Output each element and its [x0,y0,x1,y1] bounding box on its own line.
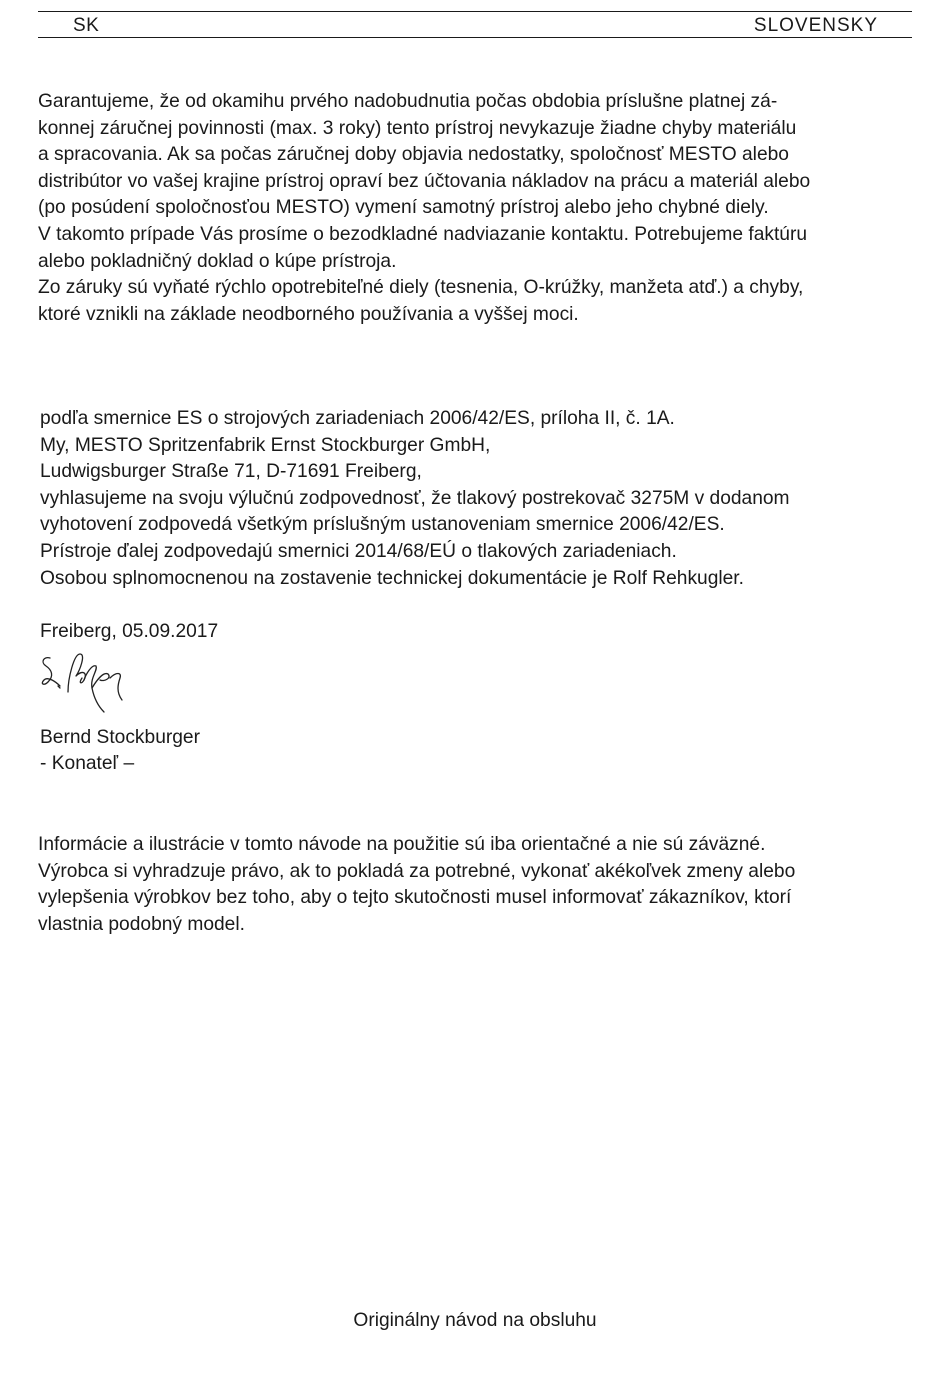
text-line: konnej záručnej povinnosti (max. 3 roky) tento prístroj nevykazuje žiadne chyby materiálu [38,117,797,139]
place-and-date: Freiberg, 05.09.2017 [40,621,219,642]
text-line: a spracovania. Ak sa počas záručnej doby objavia nedostatky, spoločnosť MESTO alebo [38,144,789,166]
text-line: alebo pokladničný doklad o kúpe prístroja. [38,250,397,272]
text-line: Zo záruky sú vyňaté rýchlo opotrebiteľné diely (tesnenia, O-krúžky, manžeta atď.) a chyby, [38,277,804,299]
text-line: Výrobca si vyhradzuje právo, ak to pokladá za potrebné, vykonať akékoľvek zmeny alebo [38,860,796,882]
text-line: Prístroje ďalej zodpovedajú smernici 2014/68/EÚ o tlakových zariadeniach. [40,540,677,562]
signature-image [38,648,130,718]
text-line: distribútor vo vašej krajine prístroj opraví bez účtovania nákladov na prácu a materiál alebo [38,170,811,192]
signer-name: Bernd Stockburger [40,727,200,748]
language-code: SK [73,15,100,36]
text-line: vlastnia podobný model. [38,913,245,935]
text-line: vyhlasujeme na svoju výlučnú zodpovednosť, že tlakový postrekovač 3275M v dodanom [40,487,790,509]
warranty-text [38,89,810,328]
text-line: ktoré vznikli na základe neodborného používania a vyššej moci. [38,303,579,325]
text-line: Ludwigsburger Straße 71, D-71691 Freiberg, [40,461,422,483]
text-line: (po posúdení spoločnosťou MESTO) vymení samotný prístroj alebo jeho chybné diely. [38,197,769,219]
text-line: vylepšenia výrobkov bez toho, aby o tejto skutočnosti musel informovať zákazníkov, ktorí [38,887,792,909]
language-name: SLOVENSKY [753,15,878,36]
declaration-of-conformity [40,406,790,592]
disclaimer-text [38,832,795,938]
signer-role: - Konateľ – [40,753,135,774]
text-line: vyhotovení zodpovedá všetkým príslušným ustanoveniam smernice 2006/42/ES. [40,514,725,536]
text-line: Informácie a ilustrácie v tomto návode na použitie sú iba orientačné a nie sú záväzné. [38,834,766,855]
text-line: V takomto prípade Vás prosíme o bezodkladné nadviazanie kontaktu. Potrebujeme faktúru [38,223,808,245]
text-line: podľa smernice ES o strojových zariadeniach 2006/42/ES, príloha II, č. 1A. [40,408,675,429]
page-header [38,11,912,38]
text-line: Osobou splnomocnenou na zostavenie technickej dokumentácie je Rolf Rehkugler. [40,567,744,589]
text-line: My, MESTO Spritzenfabrik Ernst Stockburger GmbH, [40,434,491,456]
text-line: Garantujeme, že od okamihu prvého nadobudnutia počas obdobia príslušne platnej zá- [38,91,778,112]
signer-block [40,725,200,777]
page-footer: Originálny návod na obsluhu [353,1310,597,1331]
